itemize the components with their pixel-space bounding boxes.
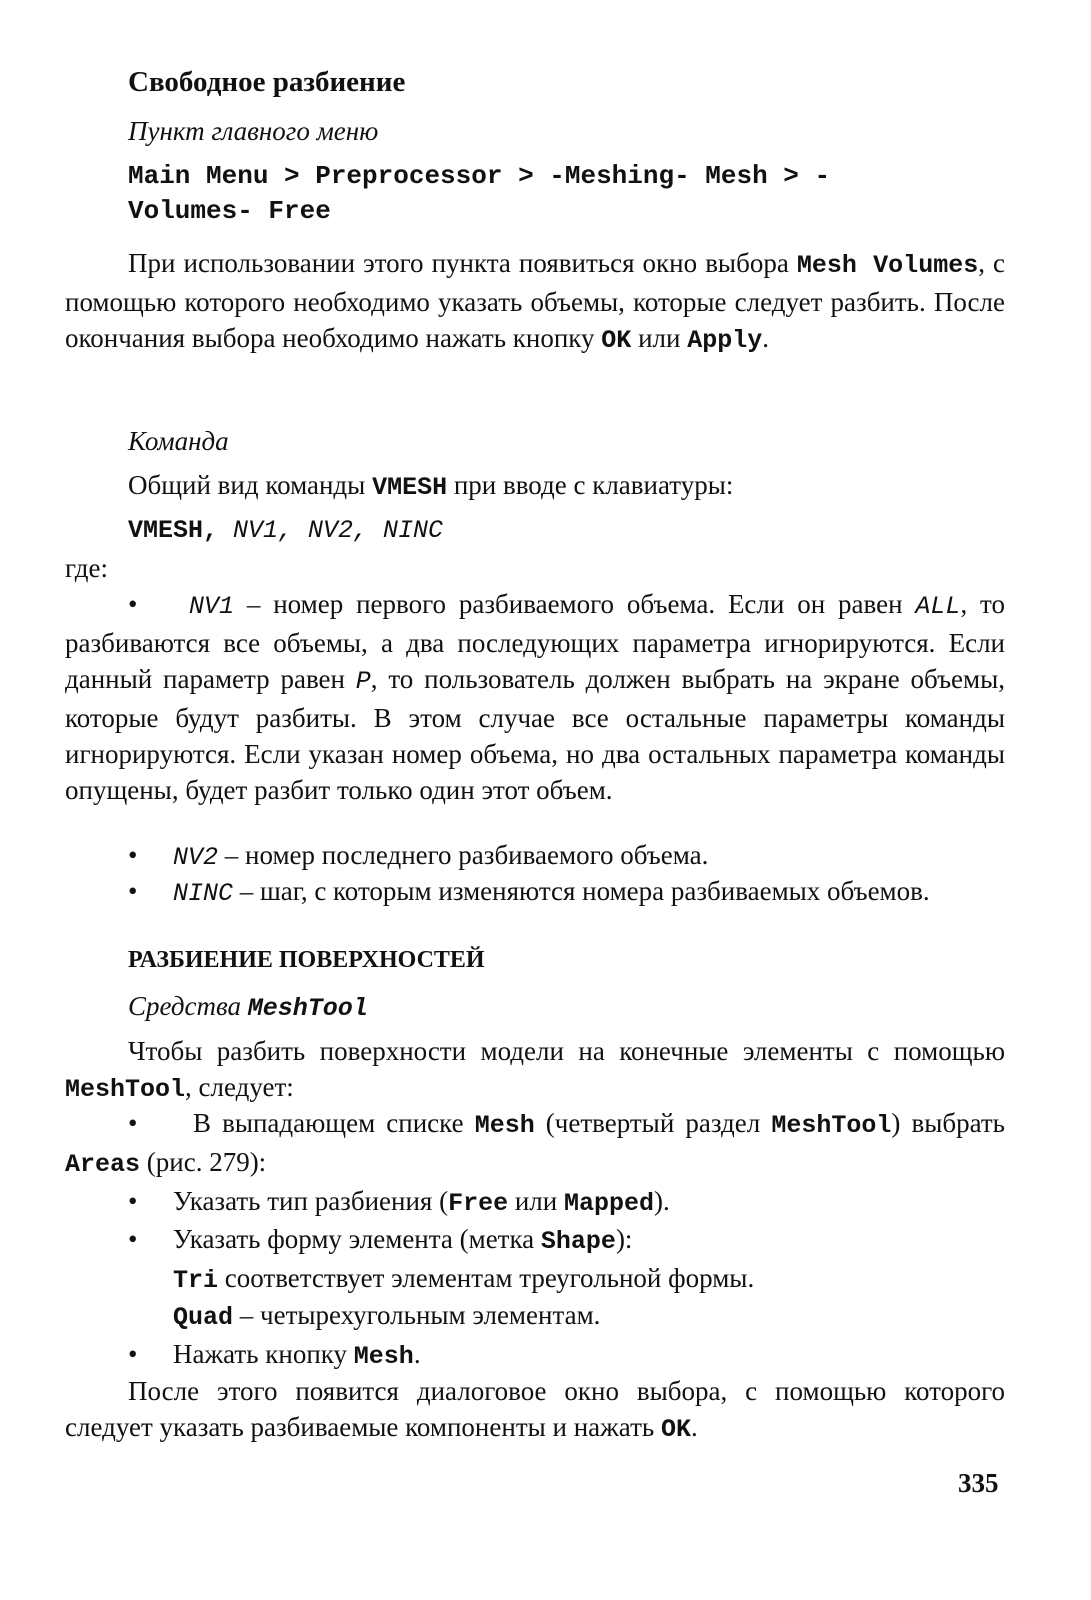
command-label: Команда <box>128 426 229 456</box>
paragraph-final: После этого появится диалоговое окно выбора, с помощью которого следует указать разбиваемые компоненты и нажать OK. <box>65 1376 1005 1444</box>
bullet-icon: • <box>128 1224 138 1254</box>
where-label: где: <box>65 553 108 583</box>
command-intro: Общий вид команды VMESH при вводе с клавиатуры: <box>128 470 734 502</box>
list-item-mesh-type: • Указать тип разбиения (Free или Mapped). <box>128 1183 1005 1222</box>
ok-term: OK <box>601 326 632 355</box>
meshtool-label: Средства MeshTool <box>128 991 368 1023</box>
bullet-icon: • <box>128 589 138 619</box>
paragraph-mesh-volumes: При использовании этого пункта появиться окно выбора Mesh Volumes, с помощью которого необходимо указать объемы, которые следует разбить. После окончания выбора необходимо нажать кнопку OK или Apply. <box>65 248 1005 355</box>
menu-path-line-2: Volumes- Free <box>128 196 331 226</box>
section-title-free-meshing: Свободное разбиение <box>128 66 406 98</box>
section-title-area-meshing: РАЗБИЕНИЕ ПОВЕРХНОСТЕЙ <box>128 947 485 973</box>
quad-description: Quad – четырехугольным элементам. <box>173 1300 601 1332</box>
list-item-nv1: • NV1 – номер первого разбиваемого объема. Если он равен ALL, то разбиваются все объемы, а два последующих параметра игнорируются. Если данный параметр равен P, то пользователь должен выбрать на экране объемы, которые будут разбиты. В этом случае все остальные параметры команды игнорируются. Если указан номер объема, но два остальных параметра команды опущены, будет разбит только один этот объем. <box>65 589 1006 805</box>
bullet-icon: • <box>128 1339 138 1369</box>
tri-description: Tri соответствует элементам треугольной формы. <box>173 1263 755 1295</box>
list-item-select-areas: • В выпадающем списке Mesh (четвертый раздел MeshTool) выбрать Areas (рис. 279): <box>65 1108 1005 1179</box>
vmesh-term: VMESH <box>372 473 448 502</box>
list-item-nv2: • NV2 – номер последнего разбиваемого объема. <box>128 837 1005 876</box>
bullet-icon: • <box>128 840 138 870</box>
menu-path-line-1: Main Menu > Preprocessor > -Meshing- Mesh > - <box>128 161 831 191</box>
mesh-volumes-term: Mesh Volumes <box>796 251 979 280</box>
bullet-icon: • <box>128 1186 138 1216</box>
paragraph-meshtool: Чтобы разбить поверхности модели на конечные элементы с помощью MeshTool, следует: <box>65 1036 1005 1104</box>
bullet-icon: • <box>128 876 138 906</box>
command-syntax: VMESH, NV1, NV2, NINC <box>128 516 444 545</box>
list-item-press-mesh: • Нажать кнопку Mesh. <box>128 1336 1005 1375</box>
list-item-shape: • Указать форму элемента (метка Shape): <box>128 1221 1005 1260</box>
apply-term: Apply <box>687 326 763 355</box>
menu-label: Пункт главного меню <box>128 116 379 146</box>
page-number: 335 <box>958 1468 999 1498</box>
list-item-ninc: • NINC – шаг, с которым изменяются номера разбиваемых объемов. <box>128 873 1005 912</box>
bullet-icon: • <box>128 1108 138 1138</box>
